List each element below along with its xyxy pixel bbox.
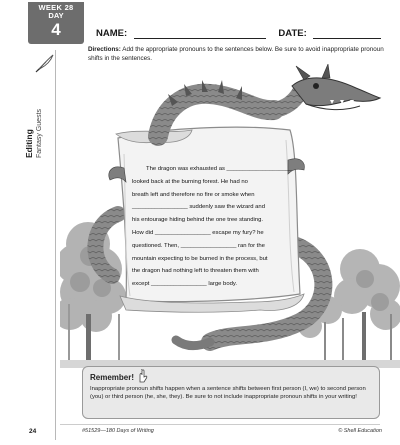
name-field[interactable] (134, 29, 266, 39)
directions-lead: Directions: (88, 46, 121, 53)
section-title: Editing (24, 129, 34, 158)
copyright: © Shell Education (338, 428, 382, 434)
date-label: DATE: (278, 28, 307, 39)
directions-text: Add the appropriate pronouns to the sentences below. Be sure to avoid inappropriate pronoun shifts in the sentences. (88, 46, 384, 62)
story-line: How did _________________ escape my fury? he (132, 229, 264, 236)
week-label: WEEK 28 (38, 3, 74, 12)
day-number: 4 (51, 20, 61, 39)
section-topic: Fantasy Guests (36, 108, 43, 158)
pointing-hand-icon (136, 369, 148, 383)
story-passage (132, 163, 304, 291)
remember-text: Inappropriate pronoun shifts happen when a sentence shifts between first person (I, we) to second person (you) or third person (he, she, they). Be sure to not include inappropriate pronoun shifts in your writing! (90, 386, 366, 400)
quill-icon (34, 52, 56, 74)
story-line: mountain expecting to be burned in the process, but (132, 255, 268, 262)
story-line: looked back at the burning forest. He had no (132, 178, 248, 185)
book-title: #51529—180 Days of Writing (82, 428, 154, 434)
name-label: NAME: (96, 28, 128, 39)
sidebar-divider (55, 50, 56, 440)
footer-rule (60, 424, 380, 425)
sidebar (0, 0, 74, 445)
day-label: DAY (48, 11, 64, 20)
story-line: _________________ suddenly saw the wizard and (132, 204, 265, 211)
remember-box (82, 366, 380, 419)
week-day-badge (28, 2, 84, 44)
date-field[interactable] (313, 29, 381, 39)
story-line: questioned. Then, _________________ ran for the (132, 242, 265, 249)
story-line: The dragon was exhausted as ____________________ (146, 166, 293, 172)
remember-title: Remember! (90, 373, 135, 382)
section-label (22, 80, 56, 160)
page-number: 24 (29, 428, 37, 435)
story-line: breath left and therefore no fire or smoke when (132, 191, 255, 198)
story-line: his entourage hiding behind the one tree standing. (132, 217, 264, 224)
story-line: except _________________ large body. (132, 281, 238, 288)
story-line: the dragon had nothing left to threaten them with (132, 268, 259, 275)
footer (0, 424, 400, 444)
directions (88, 46, 384, 63)
name-date-row (96, 28, 396, 42)
dragon-head (292, 64, 380, 110)
